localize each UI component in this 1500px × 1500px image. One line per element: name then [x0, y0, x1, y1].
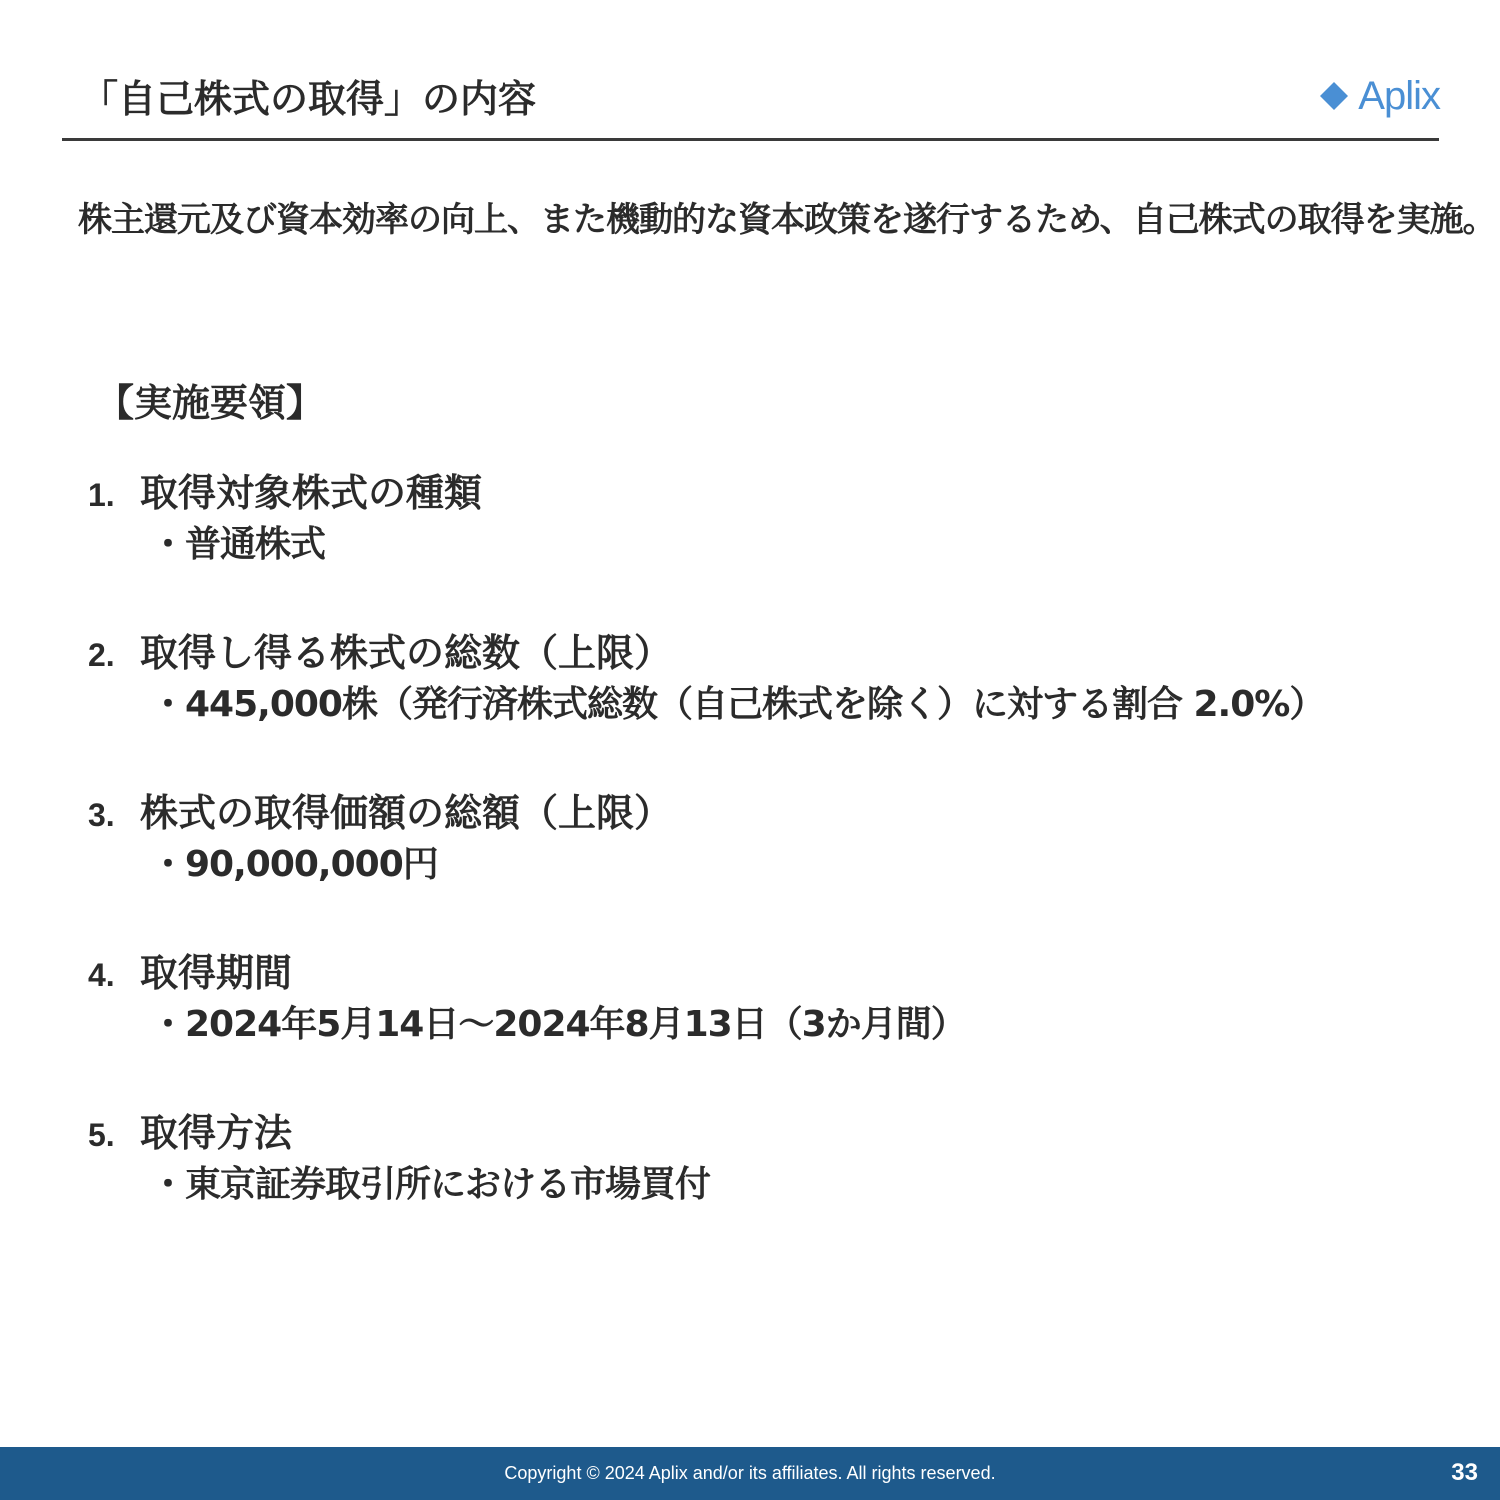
item-detail: ・2024年5月14日～2024年8月13日（3か月間）	[150, 1004, 966, 1045]
slide-title: 「自己株式の取得」の内容	[80, 77, 537, 121]
section-heading: 【実施要領】	[96, 381, 325, 425]
list-item	[88, 462, 1388, 568]
item-label: 取得方法	[140, 1111, 293, 1155]
item-label: 取得期間	[140, 951, 293, 995]
item-number: 2.	[88, 637, 115, 673]
implementation-list	[88, 462, 1388, 1262]
logo-text: Aplix	[1358, 73, 1440, 118]
item-label: 取得対象株式の種類	[140, 471, 483, 515]
item-number: 4.	[88, 957, 115, 993]
item-detail: ・普通株式	[150, 524, 326, 565]
list-item	[88, 942, 1388, 1048]
item-number: 5.	[88, 1117, 115, 1153]
item-number: 1.	[88, 477, 115, 513]
company-logo	[1318, 72, 1440, 120]
item-detail: ・東京証券取引所における市場買付	[150, 1164, 711, 1205]
list-item	[88, 782, 1388, 888]
copyright-notice: Copyright © 2024 Aplix and/or its affiliates. All rights reserved.	[504, 1463, 996, 1483]
item-detail: ・90,000,000円	[150, 844, 438, 885]
item-label: 取得し得る株式の総数（上限）	[140, 631, 673, 675]
item-detail: ・445,000株（発行済株式総数（自己株式を除く）に対する割合 2.0%）	[150, 684, 1325, 725]
list-item	[88, 622, 1388, 728]
list-item	[88, 1102, 1388, 1208]
title-divider	[62, 138, 1439, 141]
diamond-icon	[1318, 80, 1350, 112]
item-label: 株式の取得価額の総額（上限）	[140, 791, 673, 835]
page-number: 33	[1451, 1459, 1478, 1486]
footer-bar	[0, 1447, 1500, 1500]
item-number: 3.	[88, 797, 115, 833]
lead-statement: 株主還元及び資本効率の向上、また機動的な資本政策を遂行するため、自己株式の取得を実施。	[78, 200, 1496, 240]
